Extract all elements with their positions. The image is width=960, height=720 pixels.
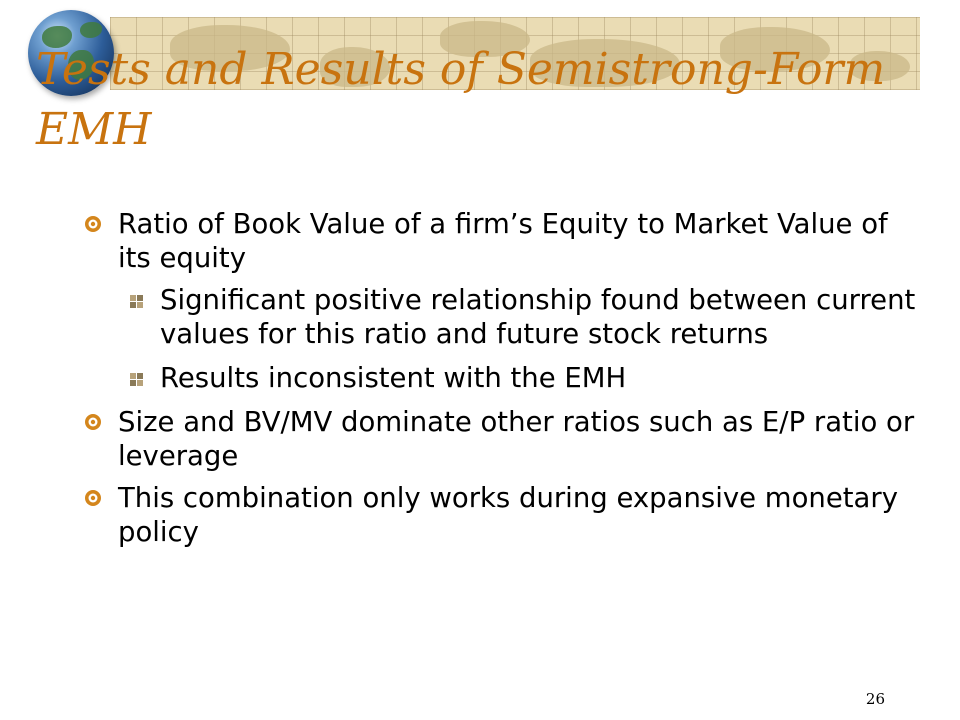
gear-bullet-icon	[84, 489, 102, 507]
bullet-item-1	[80, 207, 920, 395]
page-number: 26	[865, 690, 885, 708]
gear-bullet-icon	[84, 215, 102, 233]
sub-bullet-item-2	[118, 361, 920, 395]
sub-bullet-text: Significant positive relationship found between current values for this ratio and future stock returns	[160, 284, 916, 350]
sub-bullet-text: Results inconsistent with the EMH	[160, 362, 627, 394]
slide-title: Tests and Results of Semistrong-Form EMH	[36, 44, 886, 155]
square-bullet-icon	[130, 373, 143, 386]
sub-bullet-item-1	[118, 283, 920, 351]
square-bullet-icon	[130, 295, 143, 308]
gear-bullet-icon	[84, 413, 102, 431]
bullet-text: This combination only works during expansive monetary policy	[118, 482, 898, 548]
bullet-item-3	[80, 481, 920, 549]
bullet-text: Size and BV/MV dominate other ratios such as E/P ratio or leverage	[118, 406, 915, 472]
bullet-list	[80, 207, 920, 557]
sub-bullet-list	[118, 283, 920, 395]
bullet-item-2	[80, 405, 920, 473]
bullet-text: Ratio of Book Value of a firm’s Equity to Market Value of its equity	[118, 208, 888, 274]
